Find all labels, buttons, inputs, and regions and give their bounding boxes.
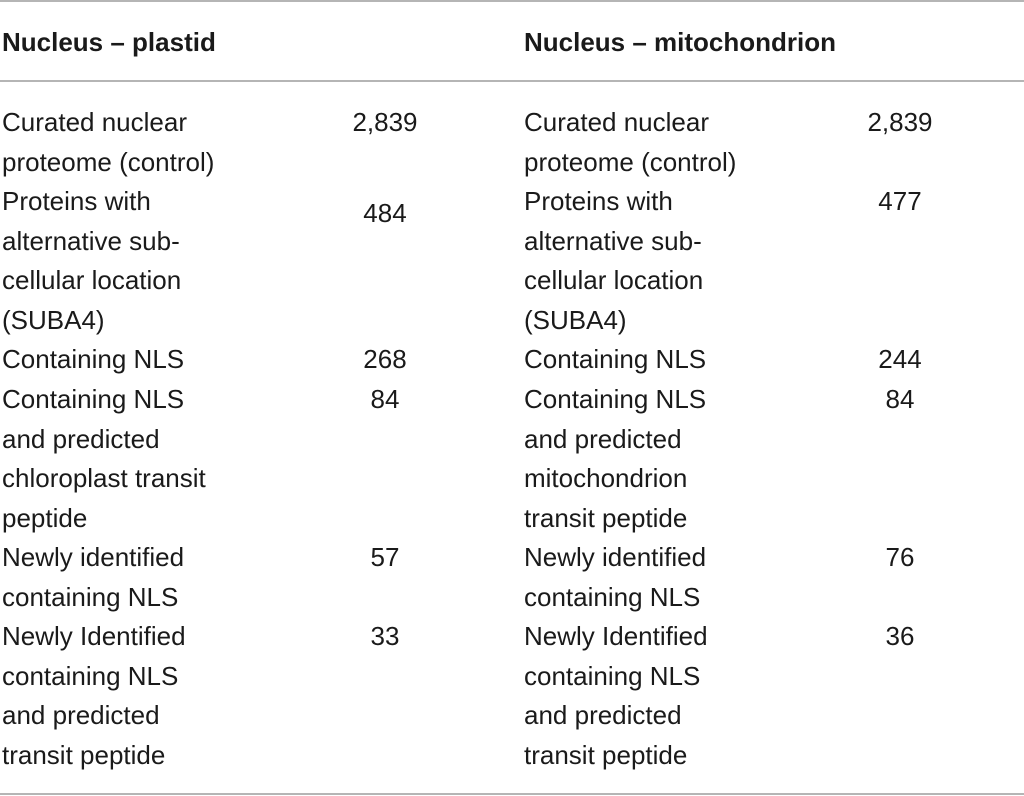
row-value-nls-transit-peptide-plastid: 84 [370, 384, 400, 414]
row-value-newly-identified-mito: 76 [885, 542, 915, 572]
row-label-containing-nls-mito: Containing NLS [524, 344, 707, 374]
row-label-newly-identified-transit-plastid: Newly Identified containing NLS and predicted transit peptide [2, 621, 186, 770]
row-label-alternative-location-plastid: Proteins with alternative sub- cellular location (SUBA4) [2, 186, 182, 335]
row-value-curated-proteome-mito: 2,839 [867, 107, 933, 137]
row-label-alternative-location-mito: Proteins with alternative sub- cellular location (SUBA4) [524, 186, 704, 335]
row-label-nls-transit-peptide-mito: Containing NLS and predicted mitochondrion transit peptide [524, 384, 707, 533]
table-bottom-rule [0, 793, 1024, 795]
row-label-newly-identified-plastid: Newly identified containing NLS [2, 542, 185, 612]
row-value-containing-nls-mito: 244 [878, 344, 922, 374]
row-label-curated-proteome-mito: Curated nuclear proteome (control) [524, 107, 737, 177]
row-value-curated-proteome-plastid: 2,839 [352, 107, 418, 137]
row-value-containing-nls-plastid: 268 [363, 344, 407, 374]
row-value-nls-transit-peptide-mito: 84 [885, 384, 915, 414]
row-value-alternative-location-mito: 477 [878, 186, 922, 216]
row-value-newly-identified-transit-mito: 36 [885, 621, 915, 651]
row-value-newly-identified-transit-plastid: 33 [370, 621, 400, 651]
row-label-containing-nls-plastid: Containing NLS [2, 344, 185, 374]
row-label-newly-identified-mito: Newly identified containing NLS [524, 542, 707, 612]
row-value-alternative-location-plastid: 484 [363, 198, 407, 228]
column-header-nucleus-mitochondrion: Nucleus – mitochondrion [524, 27, 837, 57]
header-divider-rule [0, 80, 1024, 82]
row-label-curated-proteome-plastid: Curated nuclear proteome (control) [2, 107, 215, 177]
row-value-newly-identified-plastid: 57 [370, 542, 400, 572]
row-label-nls-transit-peptide-plastid: Containing NLS and predicted chloroplast transit peptide [2, 384, 206, 533]
row-label-newly-identified-transit-mito: Newly Identified containing NLS and predicted transit peptide [524, 621, 708, 770]
column-header-nucleus-plastid: Nucleus – plastid [2, 27, 216, 57]
table-top-rule [0, 0, 1024, 2]
